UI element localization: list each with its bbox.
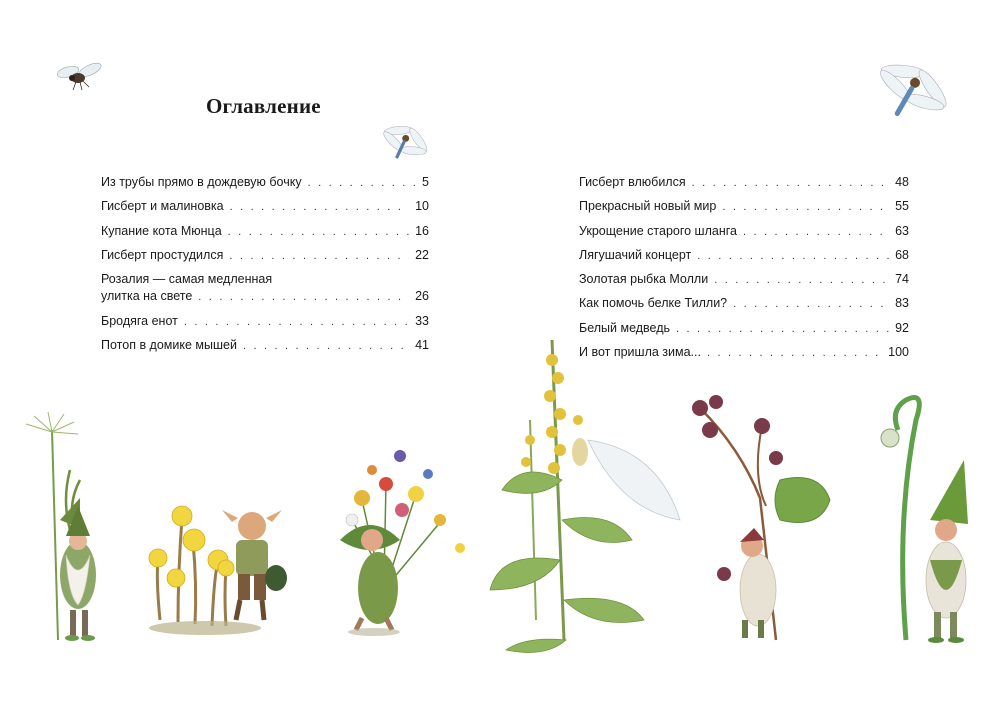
- toc-entry-title: Золотая рыбка Молли: [579, 272, 709, 287]
- toc-entry-page: 16: [415, 223, 429, 238]
- toc-entry-title: Гисберт влюбился: [579, 175, 686, 189]
- gnome-with-burdock: [692, 395, 830, 640]
- toc-entry-page: 26: [415, 289, 429, 304]
- toc-entry-title: Гисберт простудился: [101, 247, 224, 262]
- toc-entry-title: Как помочь белке Тилли?: [579, 296, 728, 311]
- toc-entry-page: 68: [895, 247, 909, 262]
- toc-entry-page: 33: [415, 314, 429, 329]
- toc-entry-page: 74: [895, 272, 909, 287]
- toc-entry-page: 55: [895, 199, 909, 214]
- page-title: Оглавление: [206, 94, 321, 118]
- gnome-with-bouquet: [340, 450, 465, 636]
- dragonfly-icon: [863, 47, 960, 136]
- toc-entry-title: Бродяга енот: [101, 314, 178, 329]
- dragonfly-icon: [375, 115, 436, 169]
- mullein-with-fairy: [490, 340, 680, 652]
- toc-entry-title: Гисберт и малиновка: [101, 199, 224, 214]
- toc-entry-title: Укрощение старого шланга: [579, 223, 737, 238]
- toc-entry-title: Прекрасный новый мир: [579, 199, 717, 214]
- gnome-with-fern-staff: [881, 398, 968, 644]
- toc-entry-page: 22: [415, 247, 429, 262]
- toc-entry-page: 41: [415, 338, 429, 353]
- toc-entry-page: 10: [415, 199, 429, 214]
- toc-entry-page: 48: [895, 175, 909, 189]
- gnome-with-umbel: [26, 412, 96, 641]
- toc-entry-page: 5: [422, 175, 429, 189]
- toc-entry-title: Лягушачий концерт: [579, 247, 692, 262]
- fly-icon: [56, 60, 103, 90]
- toc-entry-title: Потоп в домике мышей: [101, 338, 237, 353]
- toc-entry-title: Купание кота Мюнца: [101, 223, 222, 238]
- toc-entry-title: Белый медведь: [579, 320, 671, 335]
- toc-entry-page: 63: [895, 223, 909, 238]
- toc-entry-title-line1: Розалия — самая медленная: [101, 272, 273, 287]
- toc-entry-page: 100: [888, 345, 909, 360]
- coltsfoot-flowers-with-gnome: [149, 506, 287, 635]
- toc-entry-page: 83: [895, 296, 909, 311]
- toc-entry-page: 92: [895, 320, 909, 335]
- toc-entry-title: улитка на свете: [101, 289, 193, 304]
- toc-entry-title: Из трубы прямо в дождевую бочку: [101, 175, 302, 189]
- toc-entry-title: И вот пришла зима...: [579, 345, 701, 360]
